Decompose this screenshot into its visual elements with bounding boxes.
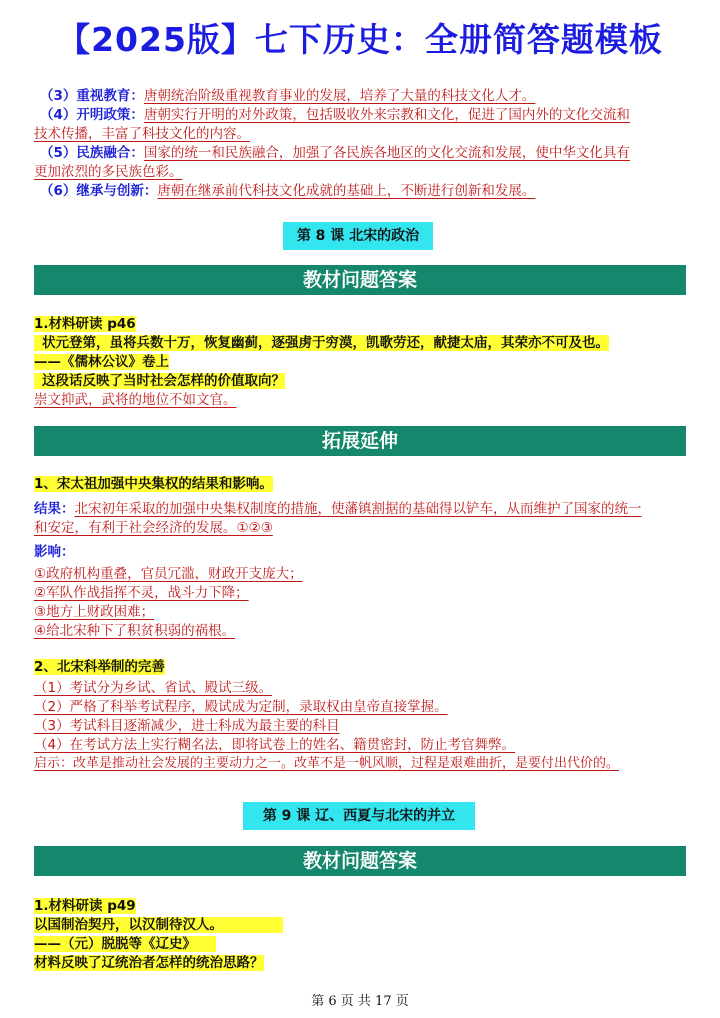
result-line-continued [34,518,273,538]
item-label: （3）重视教育 [40,88,131,104]
item-text: 更加浓烈的多民族色彩。 [34,164,183,180]
source-text: ——《儒林公议》卷上 [34,354,169,370]
result-text: 北宋初年采取的加强中央集权制度的措施，使藩镇割据的基础得以铲车，从而维护了国家的统一 [74,501,642,517]
question-head-text: 1.材料研读 p49 [34,898,136,914]
answer-text [34,390,237,410]
question-text [34,371,285,391]
item-text-continued [34,162,183,182]
lesson-heading: 第 9 课 辽、西夏与北宋的并立 [243,802,475,830]
insight-line [34,754,619,774]
question-head [34,314,136,334]
list-item [40,86,535,106]
item-separator: ： [130,107,144,123]
item-label: （4）开明政策 [40,107,131,123]
item-separator: ： [143,183,158,199]
item-separator: ： [130,145,144,161]
impact-item [34,583,249,603]
question-head [34,896,136,916]
item-separator: ： [130,88,144,104]
material-quote [34,333,609,353]
extension-head [34,474,273,494]
page-title: 【2025版】七下历史：全册简答题模板 [57,20,663,59]
insight-text: 启示：改革是推动社会发展的主要动力之一。改革不是一帆风顺，过程是艰难曲折，是要付出代价的。 [34,756,620,771]
extension-head-text: 1、宋太祖加强中央集权的结果和影响。 [34,476,273,492]
item-text: 国家的统一和民族融合，加强了各民族各地区的文化交流和发展，使中华文化具有 [143,145,630,161]
list-item [40,181,535,201]
material-quote [34,915,283,935]
impact-text: ②军队作战指挥不灵，战斗力下降； [34,585,249,601]
result-text: 和安定，有利于社会经济的发展。①②③ [34,520,273,536]
quote-text: 状元登第，虽将兵数十万，恢复幽蓟，逐强虏于穷漠，凯歌劳还，献捷太庙，其荣亦不可及也。 [34,335,609,351]
impact-label-text: 影响： [34,544,75,560]
answer-body: 崇文抑武，武将的地位不如文官。 [34,392,237,408]
question-text [34,953,264,973]
material-source [34,352,169,372]
impact-text: ①政府机构重叠，官员冗滥，财政开支庞大； [34,566,303,582]
impact-item [34,564,303,584]
item-label: （6）继承与创新 [40,183,144,199]
question-body: 材料反映了辽统治者怎样的统治思路？ [34,955,264,971]
source-text: ——（元）脱脱等《辽史》 [34,936,216,952]
impact-item [34,602,154,622]
item-text: （2）严格了科举考试程序，殿试成为定制，录取权由皇帝直接掌握。 [34,699,448,715]
item-text: （1）考试分为乡试、省试、殿试三级。 [34,680,273,696]
page-footer: 第 6 页 共 17 页 [311,994,409,1009]
item-text: 唐朝在继承前代科技文化成就的基础上，不断进行创新和发展。 [157,183,536,199]
item-text: 唐朝统治阶级重视教育事业的发展，培养了大量的科技文化人才。 [143,88,536,104]
question-body: 这段话反映了当时社会怎样的价值取向？ [34,373,285,389]
question-head-text: 1.材料研读 p46 [34,316,136,332]
item-text: 技术传播，丰富了科技文化的内容。 [34,126,250,142]
list-item [34,697,448,717]
list-item [34,735,515,755]
lesson-heading: 第 8 课 北宋的政治 [283,222,433,250]
impact-text: ③地方上财政困难； [34,604,155,620]
section-bar: 拓展延伸 [34,426,686,456]
section-bar: 教材问题答案 [34,265,686,295]
list-item [34,678,272,698]
item-text: 唐朝实行开明的对外政策，包括吸收外来宗教和文化，促进了国内外的文化交流和 [143,107,630,123]
list-item [40,105,630,125]
item-text: （4）在考试方法上实行糊名法，即将试卷上的姓名、籍贯密封，防止考官舞弊。 [34,737,516,753]
quote-text: 以国制治契丹，以汉制待汉人。 [34,917,283,933]
impact-label [34,542,75,562]
list-item [34,716,340,736]
list-item [40,143,630,163]
item-label: （5）民族融合 [40,145,131,161]
item-text: （3）考试科目逐渐减少，进士科成为最主要的科目 [34,718,340,734]
impact-text: ④给北宋种下了积贫积弱的祸根。 [34,623,236,639]
section-bar: 教材问题答案 [34,846,686,876]
result-label: 结果： [34,501,75,517]
extension-head-text: 2、北宋科举制的完善 [34,659,165,675]
extension-head [34,657,165,677]
result-line [34,499,642,519]
material-source [34,934,216,954]
item-text-continued [34,124,250,144]
impact-item [34,621,235,641]
